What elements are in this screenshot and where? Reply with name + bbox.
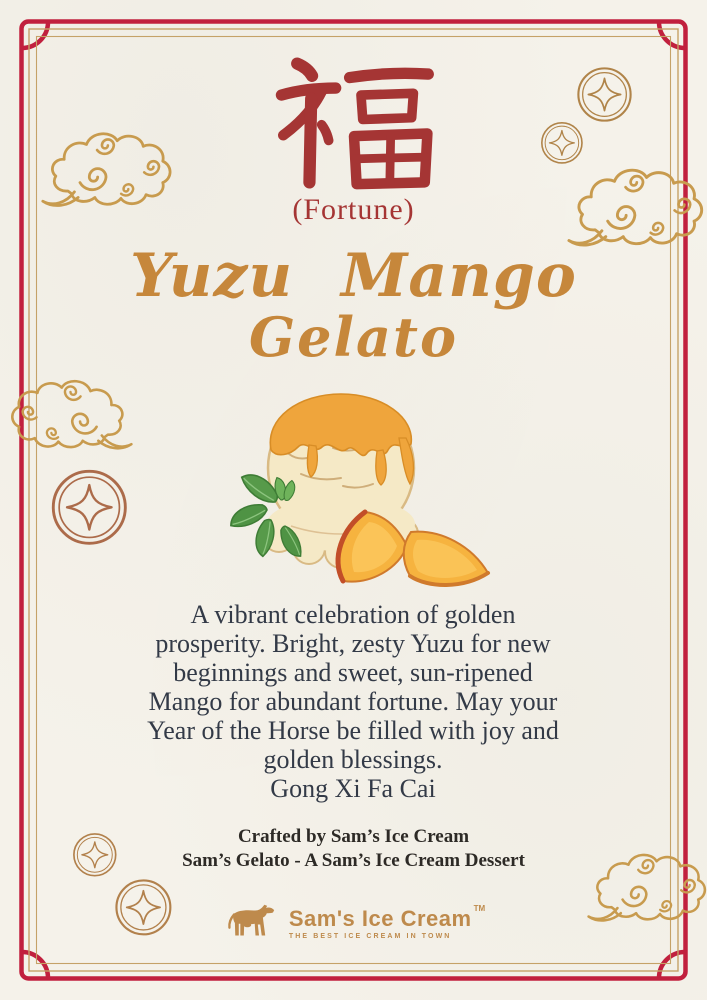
footer-dessert-line: Sam’s Gelato - A Sam’s Ice Cream Dessert <box>182 850 525 871</box>
description-line: prosperity. Bright, zesty Yuzu for new <box>155 629 551 658</box>
footer-credits <box>0 825 707 873</box>
description-line: beginnings and sweet, sun-ripened <box>173 658 533 687</box>
fortune-label: (Fortune) <box>292 193 415 226</box>
description-paragraph <box>73 600 633 803</box>
brand-name: Sam's Ice Cream <box>288 906 472 931</box>
footer-crafted-line: Crafted by Sam’s Ice Cream <box>237 826 470 847</box>
lucky-coin-icon <box>542 123 582 163</box>
product-title-line-2: Gelato <box>249 305 458 369</box>
description-line: golden blessings. <box>263 745 443 774</box>
auspicious-cloud-icon <box>12 381 131 448</box>
cow-icon <box>224 903 280 943</box>
product-title-line-1: Yuzu Mango <box>130 241 577 311</box>
description-line: Mango for abundant fortune. May your <box>148 687 558 716</box>
gelato-illustration <box>215 388 495 590</box>
lucky-coin-icon <box>53 471 125 543</box>
brand-logo <box>0 903 707 943</box>
brand-tagline: THE BEST ICE CREAM IN TOWN <box>288 933 452 940</box>
greeting-text: Gong Xi Fa Cai <box>270 774 436 803</box>
trademark-symbol: TM <box>473 904 486 913</box>
fortune-character <box>271 52 437 194</box>
lucky-coin-icon <box>578 68 630 120</box>
description-line: Year of the Horse be filled with joy and <box>147 716 559 745</box>
description-line: A vibrant celebration of golden <box>190 600 516 629</box>
